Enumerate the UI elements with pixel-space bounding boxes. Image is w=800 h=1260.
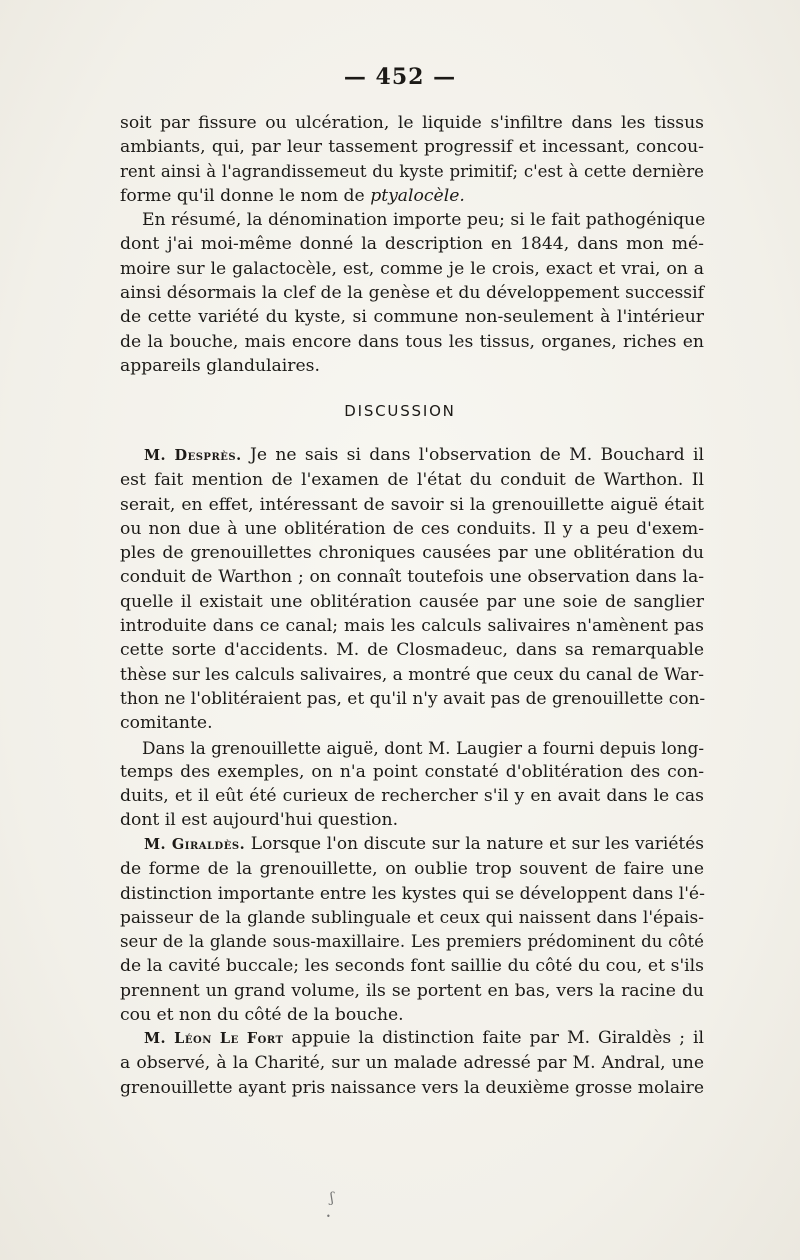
text-fragment: forme qu'il donne le nom de (120, 185, 371, 206)
stray-pen-mark: ʃ (330, 1190, 334, 1206)
text-line: moire sur le galactocèle, est, comme je le crois, exact et vrai, on a (120, 258, 704, 279)
text-line: cou et non du côté de la bouche. (120, 1005, 404, 1026)
text-line: grenouillette ayant pris naissance vers la deuxième grosse molaire (120, 1077, 704, 1098)
text-line: serait, en effet, intéressant de savoir si la grenouillette aiguë était (120, 494, 704, 515)
paragraph-block-1 (120, 111, 704, 378)
text-line: a observé, à la Charité, sur un malade adressé par M. Andral, une (120, 1053, 704, 1074)
paragraph-giraldes (120, 832, 704, 1027)
text-line: rent ainsi à l'agrandissemeut du kyste primitif; c'est à cette dernière (120, 161, 704, 181)
speaker-despres: M. Desprès. (144, 447, 242, 464)
paragraph-despres (120, 443, 704, 833)
text-line: paisseur de la glande sublinguale et ceux qui naissent dans l'épais- (120, 907, 704, 928)
text-fragment: appuie la distinction faite par M. Giraldès ; il (283, 1028, 704, 1048)
text-line: de cette variété du kyste, si commune non-seulement à l'intérieur (120, 307, 704, 328)
text-line: de la cavité buccale; les seconds font saillie du côté du cou, et s'ils (120, 956, 704, 977)
text-line: Dans la grenouillette aiguë, dont M. Laugier a fourni depuis long- (142, 737, 704, 758)
text-line: comitante. (120, 713, 213, 734)
text-line (120, 1026, 704, 1051)
text-line: de forme de la grenouillette, on oublie trop souvent de faire une (120, 859, 704, 880)
text-line (120, 832, 704, 857)
speaker-leon-le-fort: M. Léon Le Fort (144, 1030, 284, 1047)
text-line: distinction importante entre les kystes qui se développent dans l'é- (120, 883, 705, 904)
text-line: thon ne l'oblitéraient pas, et qu'il n'y avait pas de grenouillette con- (120, 688, 706, 709)
text-line: soit par fissure ou ulcération, le liquide s'infiltre dans les tissus (120, 113, 704, 133)
text-line: cette sorte d'accidents. M. de Closmadeuc, dans sa remarquable (120, 640, 704, 661)
text-line: dont il est aujourd'hui question. (120, 810, 399, 831)
speaker-giraldes: M. Giraldès. (144, 836, 246, 853)
text-line: ainsi désormais la clef de la genèse et du développement successif (120, 283, 704, 304)
text-line (120, 184, 704, 208)
stray-dot-mark: • (326, 1212, 331, 1221)
text-line: quelle il existait une oblitération causée par une soie de sanglier (120, 591, 704, 612)
text-line: de la bouche, mais encore dans tous les tissus, organes, riches en (120, 331, 704, 352)
paragraph-leon-le-fort (120, 1026, 704, 1100)
text-line: En résumé, la dénomination importe peu; si le fait pathogénique (142, 210, 706, 231)
text-line: thèse sur les calculs salivaires, a montré que ceux du canal de War- (120, 664, 704, 685)
discussion-heading: DISCUSSION (344, 402, 456, 420)
text-line: appareils glandulaires. (120, 355, 320, 376)
text-line: est fait mention de l'examen de l'état du conduit de Warthon. Il (120, 470, 704, 491)
text-line: conduit de Warthon ; on connaît toutefois une observation dans la- (120, 567, 704, 588)
text-line (120, 443, 704, 468)
text-fragment: Lorsque l'on discute sur la nature et sur les variétés (245, 834, 705, 854)
text-line: ambiants, qui, par leur tassement progressif et incessant, concou- (120, 137, 704, 158)
text-line: prennent un grand volume, ils se portent en bas, vers la racine du (120, 980, 704, 1001)
ptyalocele-term: ptyalocèle. (370, 185, 465, 206)
text-line: temps des exemples, on n'a point constaté d'oblitération des con- (120, 761, 704, 782)
text-line: ou non due à une oblitération de ces conduits. Il y a peu d'exem- (120, 518, 704, 539)
text-line: ples de grenouillettes chroniques causées par une oblitération du (120, 543, 704, 564)
page-number: — 452 — (343, 64, 457, 90)
text-line: seur de la glande sous-maxillaire. Les premiers prédominent du côté (120, 932, 704, 952)
text-line: introduite dans ce canal; mais les calculs salivaires n'amènent pas (120, 616, 704, 637)
text-fragment: Je ne sais si dans l'observation de M. Bouchard il (241, 445, 704, 465)
text-line: duits, et il eût été curieux de rechercher s'il y en avait dans le cas (120, 786, 704, 807)
text-line: dont j'ai moi-même donné la description en 1844, dans mon mé- (120, 234, 704, 255)
